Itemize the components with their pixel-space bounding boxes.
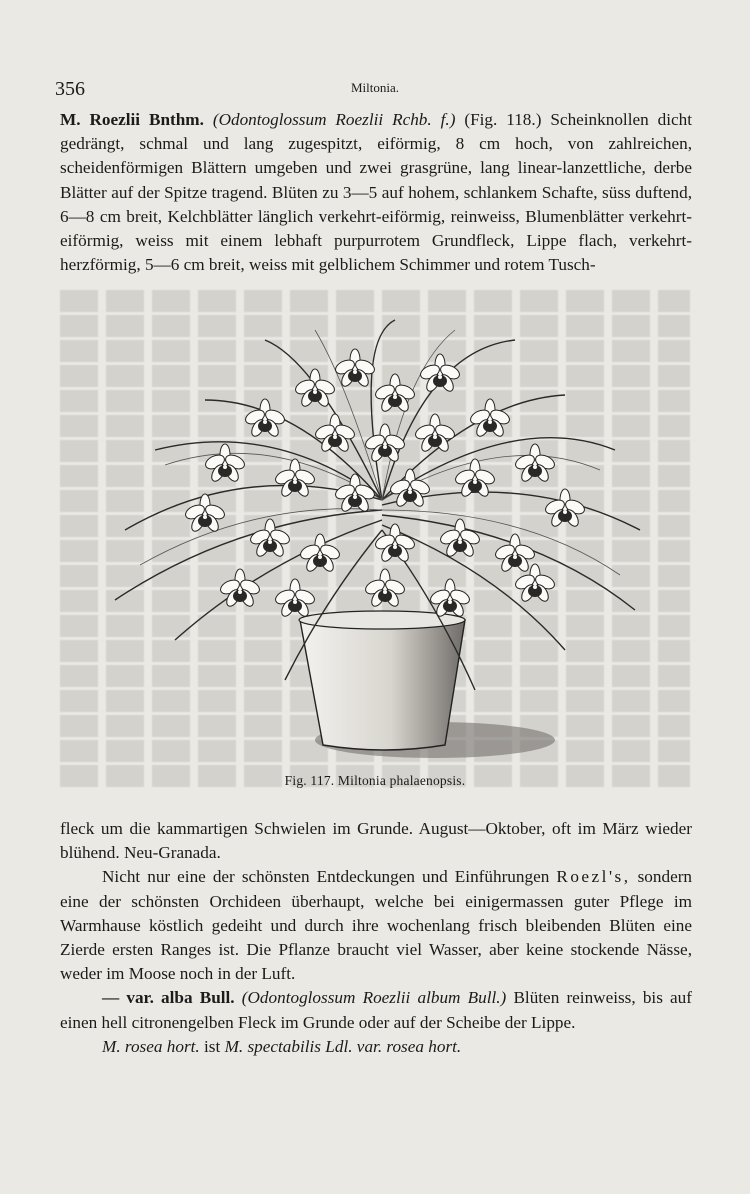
synonym-note	[60, 1035, 692, 1059]
body-text	[60, 817, 692, 1059]
entry-figure-ref: (Fig. 118.)	[464, 110, 542, 129]
synonym-name-1: M. rosea hort.	[102, 1036, 200, 1056]
variety-text: Blüten reinweiss, bis auf einen hell citronengelben Fleck im Grunde oder auf der Scheibe der Lippe.	[60, 988, 692, 1032]
figure-caption: Fig. 117. Miltonia phalaenopsis.	[284, 773, 466, 788]
running-head: Miltonia.	[350, 80, 400, 95]
variety-synonym: (Odontoglossum Roezlii album Bull.)	[241, 988, 507, 1008]
paragraph-2-lead: Nicht nur eine der schönsten Entdeckungen und Einführungen	[102, 867, 550, 887]
page-header	[55, 78, 695, 102]
entry-synonym: (Odontoglossum Roezlii Rchb. f.)	[212, 110, 456, 129]
plant-illustration	[95, 300, 655, 770]
synonym-name-2: M. spectabilis Ldl. var. rosea hort.	[224, 1036, 462, 1056]
entry-text-part2: fleck um die kammartigen Schwielen im Grunde. August—Oktober, oft im März wieder blühend. Neu-Granada.	[60, 819, 692, 863]
page-number: 356	[55, 78, 85, 100]
synonym-word: ist	[204, 1036, 221, 1056]
entry-paragraph	[60, 108, 692, 277]
paragraph-2	[60, 865, 692, 986]
variety-paragraph	[60, 986, 692, 1034]
variety-name: — var. alba Bull.	[102, 988, 235, 1008]
entry-text-part1: Scheinknollen dicht gedrängt, schmal und lang zugespitzt, eiförmig, 8 cm hoch, von zahlreichen, scheidenförmigen Blättern umgeben und zwei grasgrüne, lang linear-lanzettliche, derbe Blätter auf der Spitze tragend. Blüten zu 3—5 auf hohem, schlankem Schafte, süss duftend, 6—8 cm breit, Kelchblätter länglich verkehrt-eiförmig, reinweiss, Blumenblätter verkehrt-eiförmig, weiss mit einem lebhaft purpurrotem Grundfleck, Lippe flach, verkehrt-herzförmig, 5—6 cm breit, weiss mit gelblichem Schimmer und rotem Tusch-	[60, 110, 693, 275]
paragraph-2-rest: sondern eine der schönsten Orchideen überhaupt, welche bei einigermassen guter Pflege im Warmhause köstlich gedeiht und durch ihre wochenlang frisch bleibenden Blüten eine Zierde ersten Ranges ist. Die Pflanze braucht viel Wasser, aber keine stockende Nässe, weder im Moose noch in der Luft.	[60, 867, 693, 984]
entry-name: M. Roezlii Bnthm.	[60, 110, 204, 129]
paragraph-2-name: Roezl's,	[556, 867, 631, 887]
